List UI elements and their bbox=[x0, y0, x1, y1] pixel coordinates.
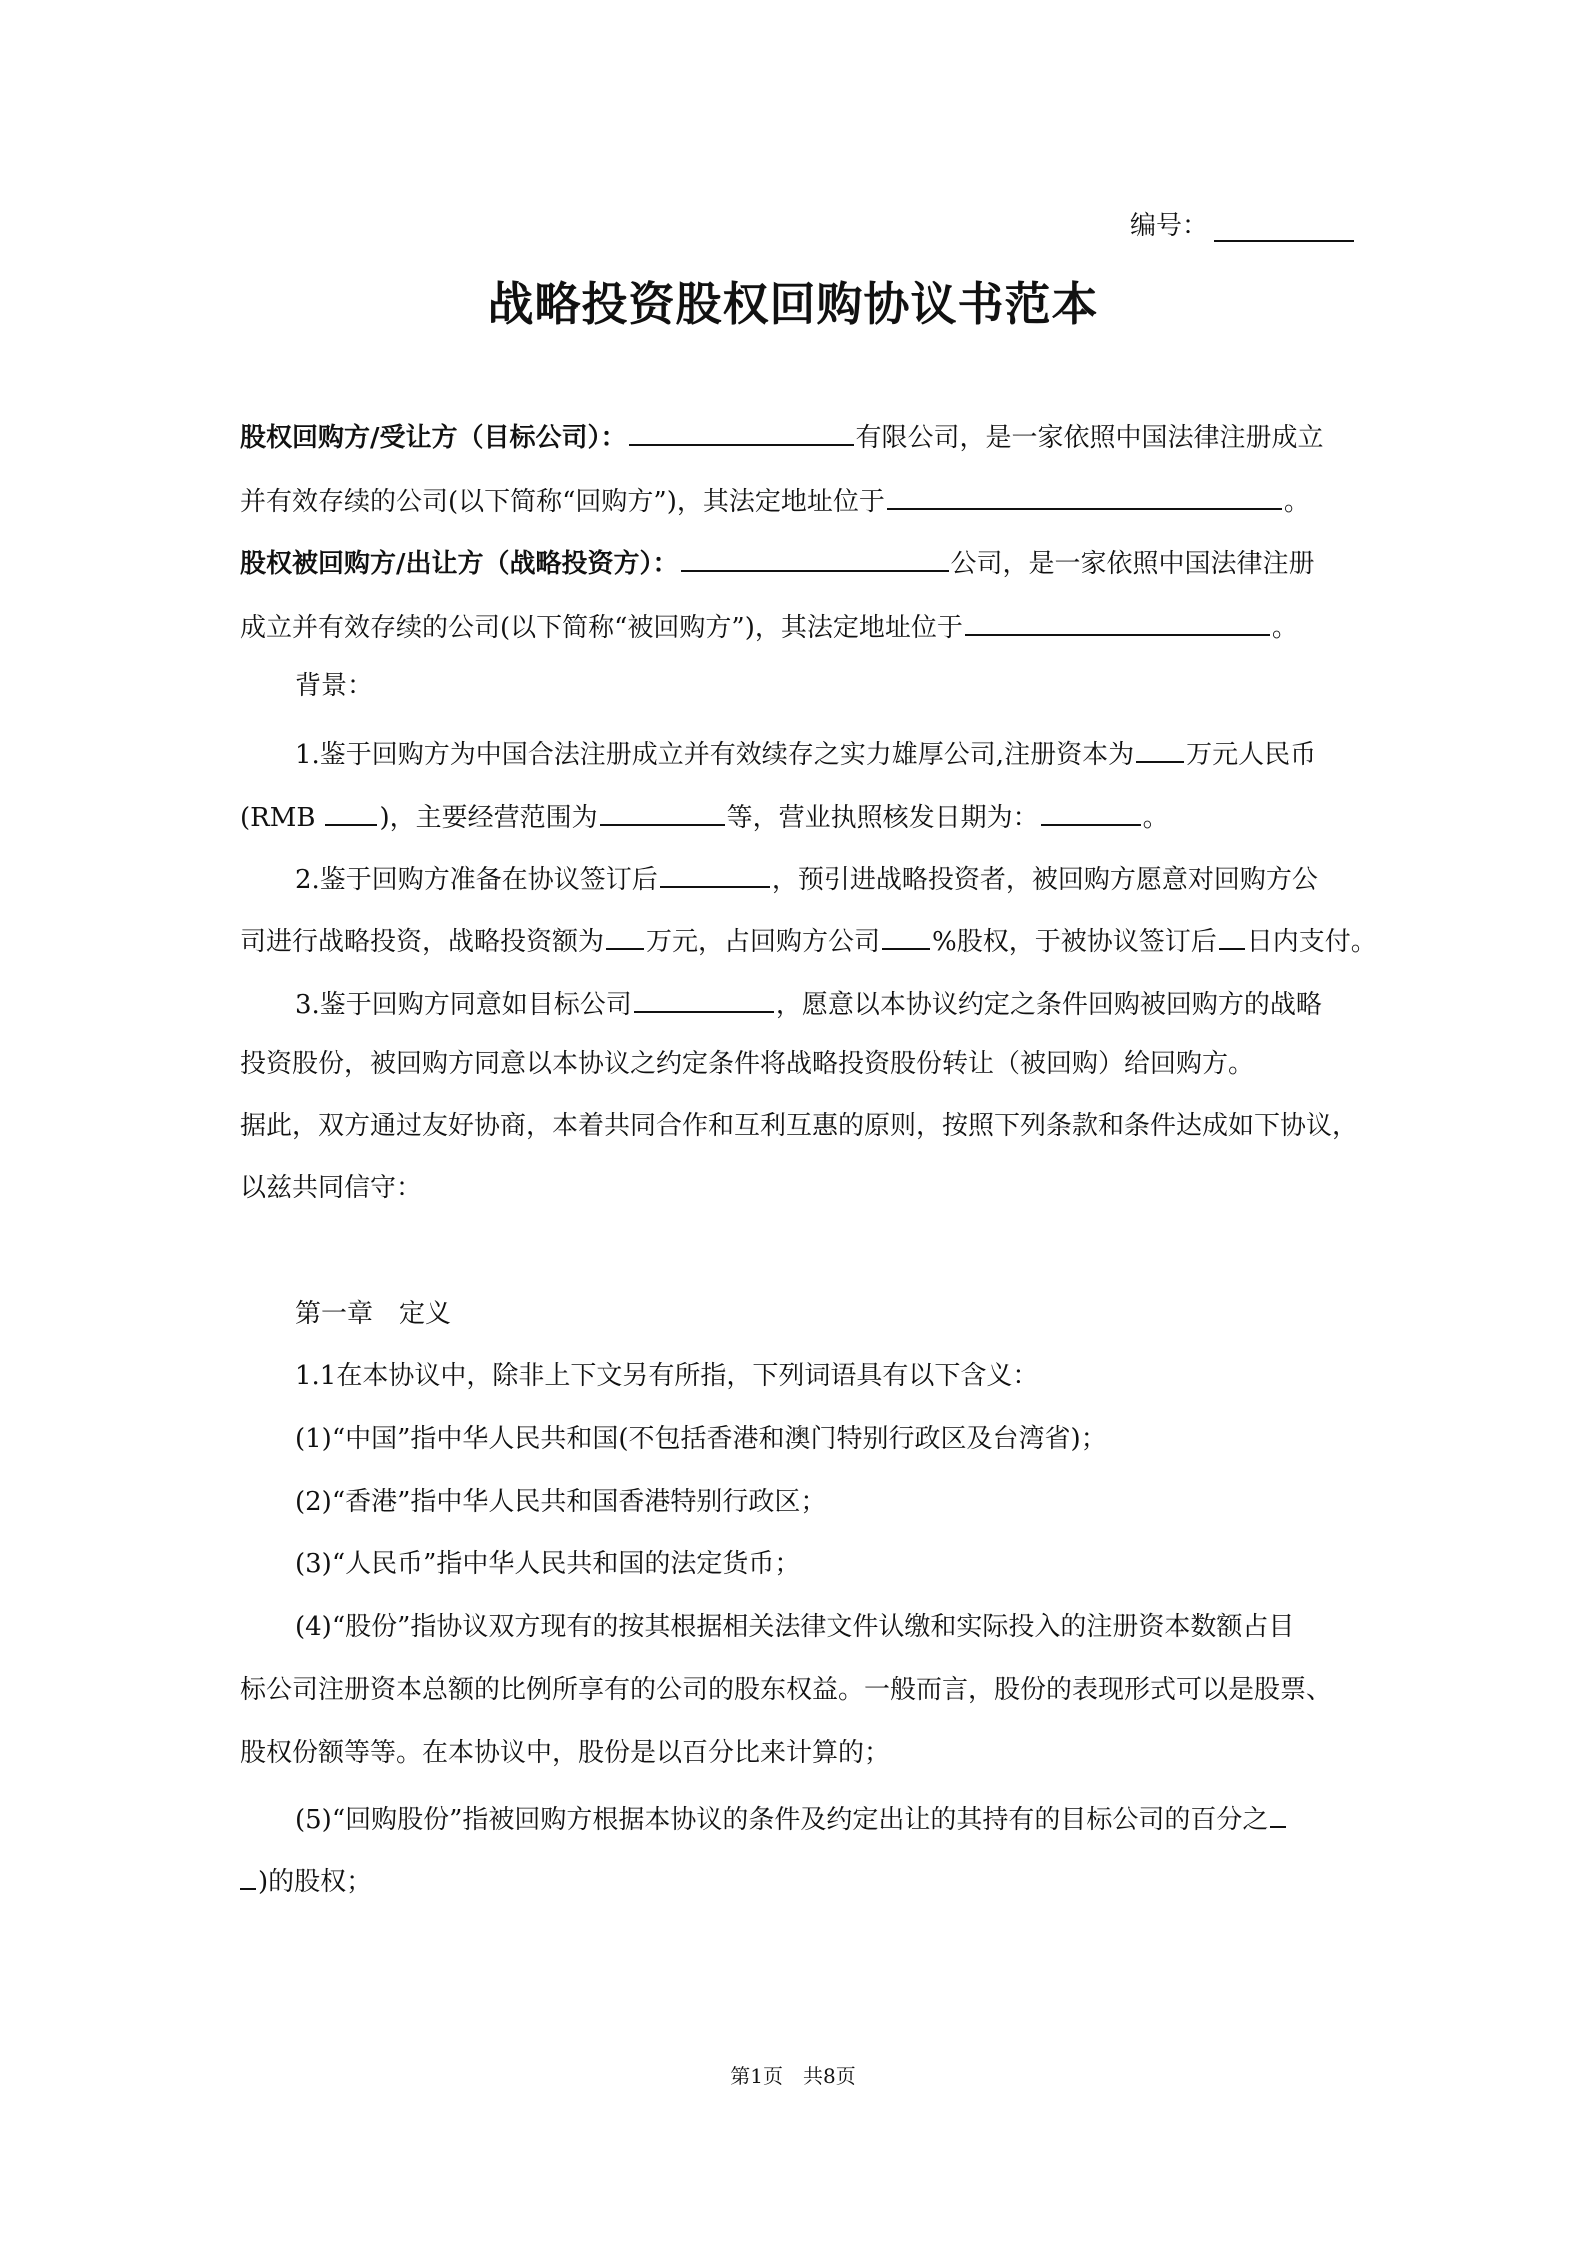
background-item-1-text-a: 1.鉴于回购方为中国合法注册成立并有效续存之实力雄厚公司,注册资本为 bbox=[295, 740, 1135, 770]
business-scope-blank bbox=[600, 798, 725, 826]
background-item-2-amount-text: 司进行战略投资，战略投资额为 bbox=[240, 927, 605, 957]
definition-5-line-2 bbox=[240, 1862, 372, 1898]
conclusion-line-1: 据此，双方通过友好协商，本着共同合作和互利互惠的原则，按照下列条款和条件达成如下协议， bbox=[240, 1111, 1359, 1141]
rmb-blank bbox=[325, 798, 377, 826]
party-b-line-1 bbox=[240, 544, 1315, 580]
definition-5-line-1 bbox=[295, 1800, 1288, 1836]
background-item-1-text-b: 万元人民币 bbox=[1186, 740, 1317, 770]
investment-amount-blank bbox=[606, 922, 644, 950]
background-item-1-line-2 bbox=[240, 798, 1169, 834]
party-b-name-blank bbox=[681, 544, 949, 572]
party-b-text: 公司，是一家依照中国法律注册 bbox=[950, 549, 1315, 579]
background-heading: 背景： bbox=[295, 671, 374, 701]
definition-2: (2)“香港”指中华人民共和国香港特别行政区； bbox=[295, 1487, 827, 1517]
percent-blank-part-1 bbox=[1270, 1800, 1286, 1828]
party-b-label: 股权被回购方/出让方（战略投资方）： bbox=[240, 549, 679, 579]
document-number-label: 编号： bbox=[1130, 211, 1209, 241]
background-item-2-text-a: 2.鉴于回购方准备在协议签订后 bbox=[295, 865, 658, 895]
definition-4-line-3: 股权份额等等。在本协议中，股份是以百分比来计算的； bbox=[240, 1738, 891, 1768]
chapter-1-heading: 第一章 定义 bbox=[295, 1299, 452, 1329]
background-item-1-rmb-text: (RMB bbox=[240, 803, 316, 833]
definition-4-line-2: 标公司注册资本总额的比例所享有的公司的股东权益。一般而言，股份的表现形式可以是股票、 bbox=[240, 1675, 1333, 1705]
background-item-1-line-1 bbox=[295, 735, 1316, 771]
license-date-blank bbox=[1041, 798, 1141, 826]
party-a-label: 股权回购方/受让方（目标公司）： bbox=[240, 423, 627, 453]
definition-5-end: )的股权； bbox=[258, 1867, 373, 1897]
definition-1: (1)“中国”指中华人民共和国(不包括香港和澳门特别行政区及台湾省)； bbox=[295, 1424, 1107, 1454]
definition-3: (3)“人民币”指中华人民共和国的法定货币； bbox=[295, 1549, 801, 1579]
document-number bbox=[1130, 205, 1354, 242]
document-number-blank bbox=[1214, 216, 1354, 242]
background-item-1-scope-text: )，主要经营范围为 bbox=[379, 803, 598, 833]
background-item-2-line-1 bbox=[295, 860, 1318, 896]
background-item-2-share-text: 万元，占回购方公司 bbox=[646, 927, 881, 957]
party-b-address-text: 成立并有效存续的公司(以下简称“被回购方”)，其法定地址位于 bbox=[240, 613, 963, 643]
page-title: 战略投资股权回购协议书范本 bbox=[487, 277, 1099, 331]
background-item-1-end: 。 bbox=[1142, 803, 1169, 833]
party-b-address-blank bbox=[965, 608, 1270, 636]
background-item-2-line-2 bbox=[240, 922, 1377, 958]
chapter-1-intro: 1.1在本协议中，除非上下文另有所指，下列词语具有以下含义： bbox=[295, 1361, 1039, 1391]
definition-5-text: (5)“回购股份”指被回购方根据本协议的条件及约定出让的其持有的目标公司的百分之 bbox=[295, 1805, 1269, 1835]
party-a-end: 。 bbox=[1283, 487, 1310, 517]
party-a-address-blank bbox=[887, 482, 1282, 510]
condition-blank bbox=[634, 985, 774, 1013]
conclusion-line-2: 以兹共同信守： bbox=[240, 1173, 423, 1203]
party-a-name-blank bbox=[629, 418, 854, 446]
background-item-3-text-a: 3.鉴于回购方同意如目标公司 bbox=[295, 990, 632, 1020]
party-a-line-2 bbox=[240, 482, 1310, 518]
background-item-3-line-2: 投资股份，被回购方同意以本协议之约定条件将战略投资股份转让（被回购）给回购方。 bbox=[240, 1049, 1255, 1079]
payment-days-blank bbox=[1219, 922, 1245, 950]
background-item-2-text-b: ，预引进战略投资者，被回购方愿意对回购方公 bbox=[771, 865, 1318, 895]
share-percent-blank bbox=[882, 922, 930, 950]
party-b-end: 。 bbox=[1271, 613, 1298, 643]
party-a-text: 有限公司，是一家依照中国法律注册成立 bbox=[855, 423, 1324, 453]
investor-intro-blank bbox=[660, 860, 770, 888]
background-item-2-end: 日内支付。 bbox=[1246, 927, 1377, 957]
background-item-3-line-1 bbox=[295, 985, 1322, 1021]
page-footer: 第1页 共8页 bbox=[730, 2064, 856, 2088]
background-item-2-payment-text: %股权，于被协议签订后 bbox=[932, 927, 1217, 957]
party-b-line-2 bbox=[240, 608, 1298, 644]
party-a-address-text: 并有效存续的公司(以下简称“回购方”)，其法定地址位于 bbox=[240, 487, 885, 517]
definition-4-line-1: (4)“股份”指协议双方现有的按其根据相关法律文件认缴和实际投入的注册资本数额占目 bbox=[295, 1612, 1295, 1642]
party-a-line-1 bbox=[240, 418, 1324, 454]
background-item-1-date-text: 等，营业执照核发日期为： bbox=[726, 803, 1039, 833]
registered-capital-blank bbox=[1136, 735, 1184, 763]
percent-blank-part-2 bbox=[240, 1862, 256, 1890]
background-item-3-text-b: ，愿意以本协议约定之条件回购被回购方的战略 bbox=[775, 990, 1322, 1020]
